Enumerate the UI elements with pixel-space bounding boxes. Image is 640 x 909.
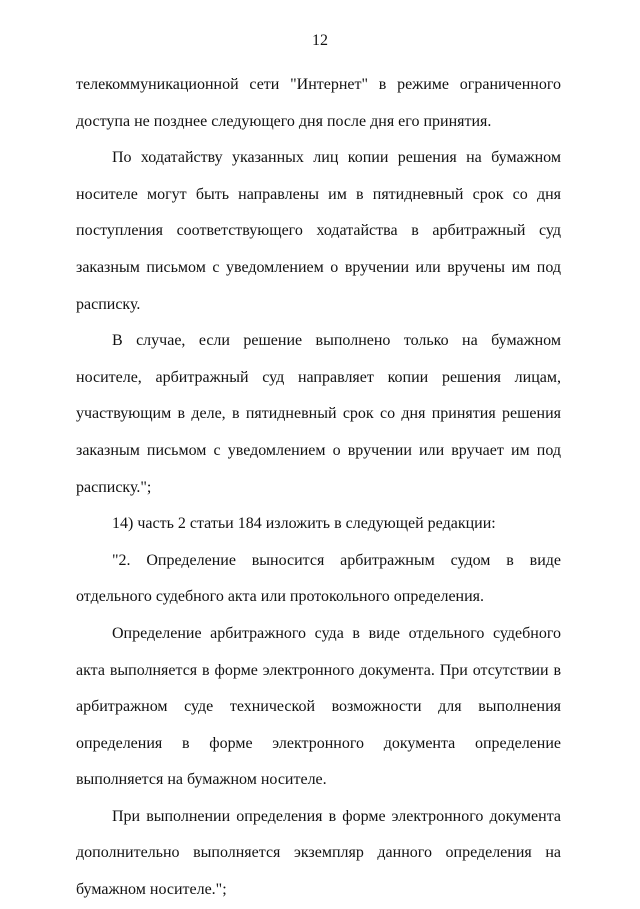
document-body <box>76 67 561 909</box>
paragraph-electronic-ruling: Определение арбитражного суда в виде отдельного судебного акта выполняется в форме электронного документа. При отсутствии в арбитражном суде технической возможности для выполнения определения в форме электронного документа определение выполняется на бумажном носителе. <box>76 624 561 789</box>
paragraph-ruling-form: "2. Определение выносится арбитражным судом в виде отдельного судебного акта или протокольного определения. <box>76 551 561 606</box>
paragraph-paper-decision: В случае, если решение выполнено только на бумажном носителе, арбитражный суд направляет копии решения лицам, участвующим в деле, в пятидневный срок со дня принятия решения заказным письмом с уведомлением о вручении или вручает им под расписку."; <box>76 332 561 496</box>
paragraph-item-14: 14) часть 2 статьи 184 изложить в следующей редакции: <box>112 515 496 533</box>
paragraph-continuation: телекоммуникационной сети "Интернет" в режиме ограниченного доступа не позднее следующего дня после дня его принятия. <box>76 76 561 130</box>
paragraph-petition-copies: По ходатайству указанных лиц копии решения на бумажном носителе могут быть направлены им в пятидневный срок со дня поступления соответствующего ходатайства в арбитражный суд заказным письмом с уведомлением о вручении или вручены им под расписку. <box>76 149 561 313</box>
page-number: 12 <box>312 32 328 49</box>
paragraph-paper-copy: При выполнении определения в форме электронного документа дополнительно выполняется экземпляр данного определения на бумажном носителе."; <box>76 807 561 899</box>
